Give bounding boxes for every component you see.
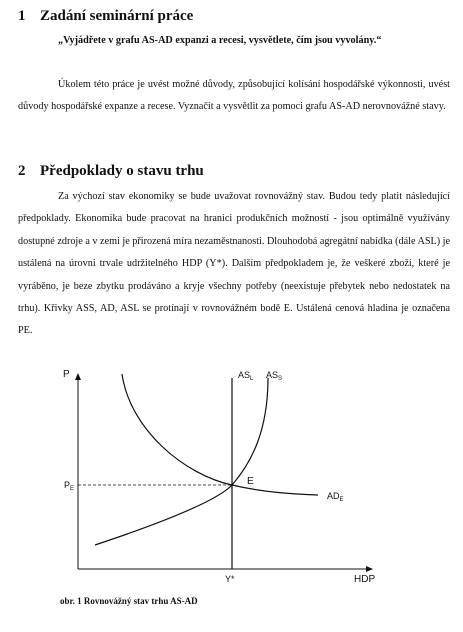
price-level-label: $P_E$ <box>64 480 75 492</box>
figure-caption: obr. 1 Rovnovážný stav trhu AS-AD <box>60 596 198 606</box>
section-1-title: Zadání seminární práce <box>40 8 194 24</box>
section-1-number: 1 <box>18 8 26 24</box>
asl-label: $AS_L$ <box>238 370 254 382</box>
y-axis-label: P <box>63 369 70 380</box>
ad-label: $AD_E$ <box>327 491 344 503</box>
ass-curve <box>95 378 268 545</box>
section-2-title: Předpoklady o stavu trhu <box>40 163 204 179</box>
section-1-paragraph-text: Úkolem této práce je uvést možné důvody, způsobující kolísání hospodářské výkonnosti, uvést důvody hospodářské expanze a recese. Vyznačit a vysvětlit za pomoci grafu AS-AD nerovnovážné stavy. <box>18 79 450 113</box>
ad-curve <box>122 374 318 495</box>
x-axis-label: HDP <box>354 574 376 585</box>
equilibrium-point-label: E <box>247 476 254 487</box>
section-2-paragraph-text: Za výchozí stav ekonomiky se bude uvažovat rovnovážný stav. Budou tedy platit následující předpoklady. Ekonomika bude pracovat na hranici produkčních možností - jsou optimálně využívány dostupné zdroje a v zemi je přirozená míra nezaměstnanosti. Dlouhodobá agregátní nabídka (dále ASL) je ustálená na úrovni trvale udržitelného HDP (Y*). Dalším předpokladem je, že veškeré zboží, které je vyráběno, je beze zbytku prodáváno a kryje všechny potřeby (neexistuje přebytek nebo nedostatek na trhu). Křivky ASS, AD, ASL se protínají v rovnovážném bodě E. Ustálená cenová hladina je označena PE. <box>18 191 450 337</box>
output-level-label: Y* <box>225 574 235 584</box>
assignment-quote-text: „Vyjádřete v grafu AS-AD expanzi a recesi, vysvětlete, čím jsou vyvolány.“ <box>58 35 382 46</box>
section-2-number: 2 <box>18 163 26 179</box>
ass-label: $AS_S$ <box>266 370 283 382</box>
